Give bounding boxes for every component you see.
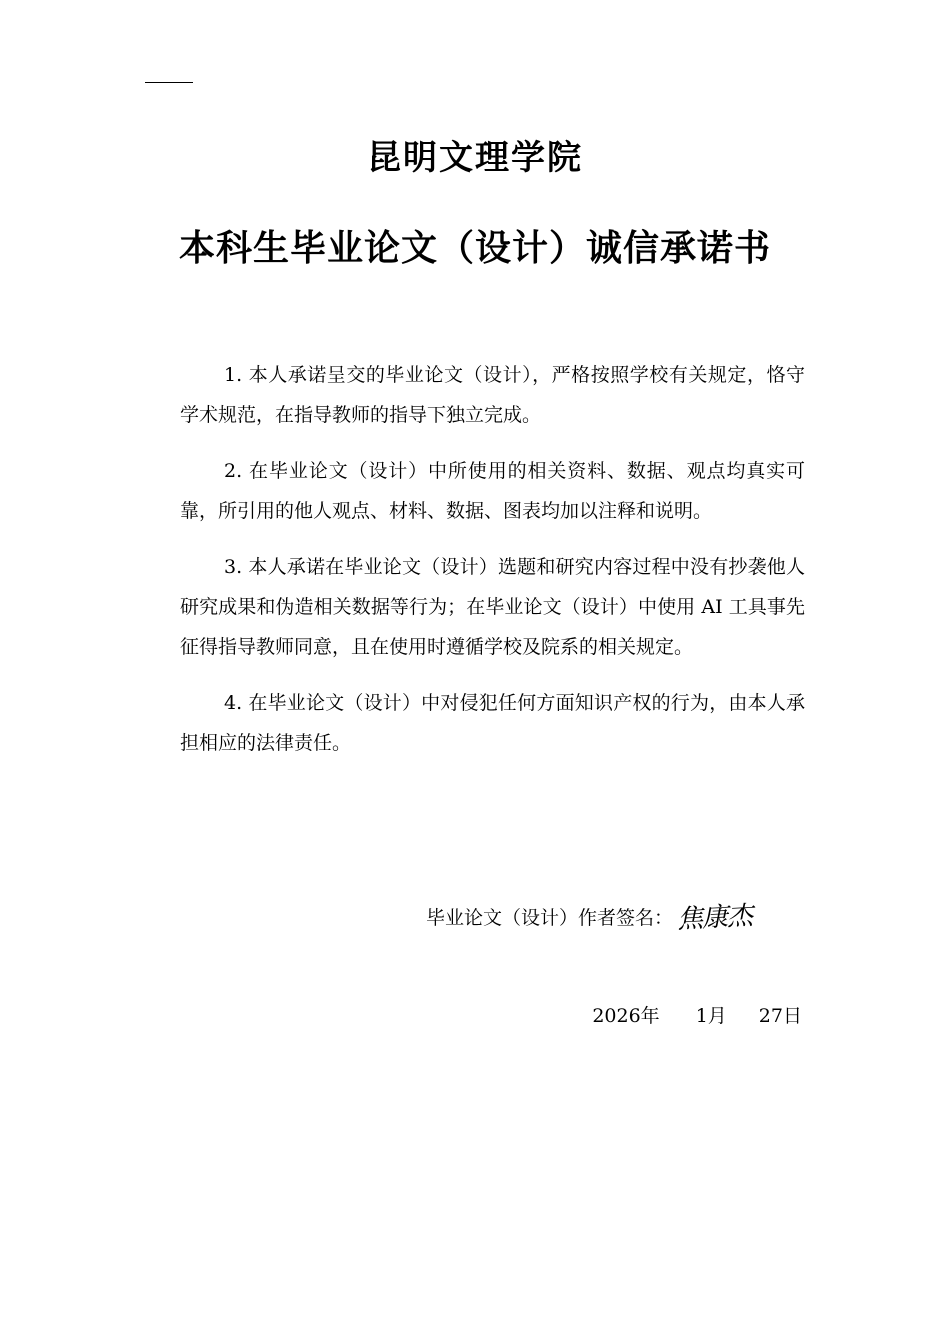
pledge-clauses	[180, 355, 805, 779]
date-year: 2026	[592, 1005, 641, 1027]
header-rule	[145, 82, 193, 83]
date-row	[592, 996, 802, 1036]
document-title: 本科生毕业论文（设计）诚信承诺书	[178, 228, 771, 269]
date-month: 1	[695, 1005, 708, 1027]
signature-label: 毕业论文（设计）作者签名：	[426, 907, 674, 929]
author-signature: 焦康杰	[676, 901, 753, 935]
pledge-clause-1: 1. 本人承诺呈交的毕业论文（设计），严格按照学校有关规定，恪守学术规范，在指导教师的指导下独立完成。	[180, 364, 805, 426]
date-day-unit: 日	[782, 1005, 802, 1027]
school-name: 昆明文理学院	[367, 138, 583, 178]
pledge-clause-3: 3. 本人承诺在毕业论文（设计）选题和研究内容过程中没有抄袭他人研究成果和伪造相关数据等行为；在毕业论文（设计）中使用 AI 工具事先征得指导教师同意，且在使用时遵循学校及院系的相关规定。	[180, 556, 805, 658]
date-month-unit: 月	[707, 1005, 727, 1027]
pledge-clause-2: 2. 在毕业论文（设计）中所使用的相关资料、数据、观点均真实可靠，所引用的他人观点、材料、数据、图表均加以注释和说明。	[180, 460, 805, 522]
signature-row	[426, 898, 752, 938]
date-year-unit: 年	[640, 1005, 660, 1027]
date-day: 27	[758, 1005, 783, 1027]
pledge-clause-4: 4. 在毕业论文（设计）中对侵犯任何方面知识产权的行为，由本人承担相应的法律责任。	[180, 692, 805, 754]
